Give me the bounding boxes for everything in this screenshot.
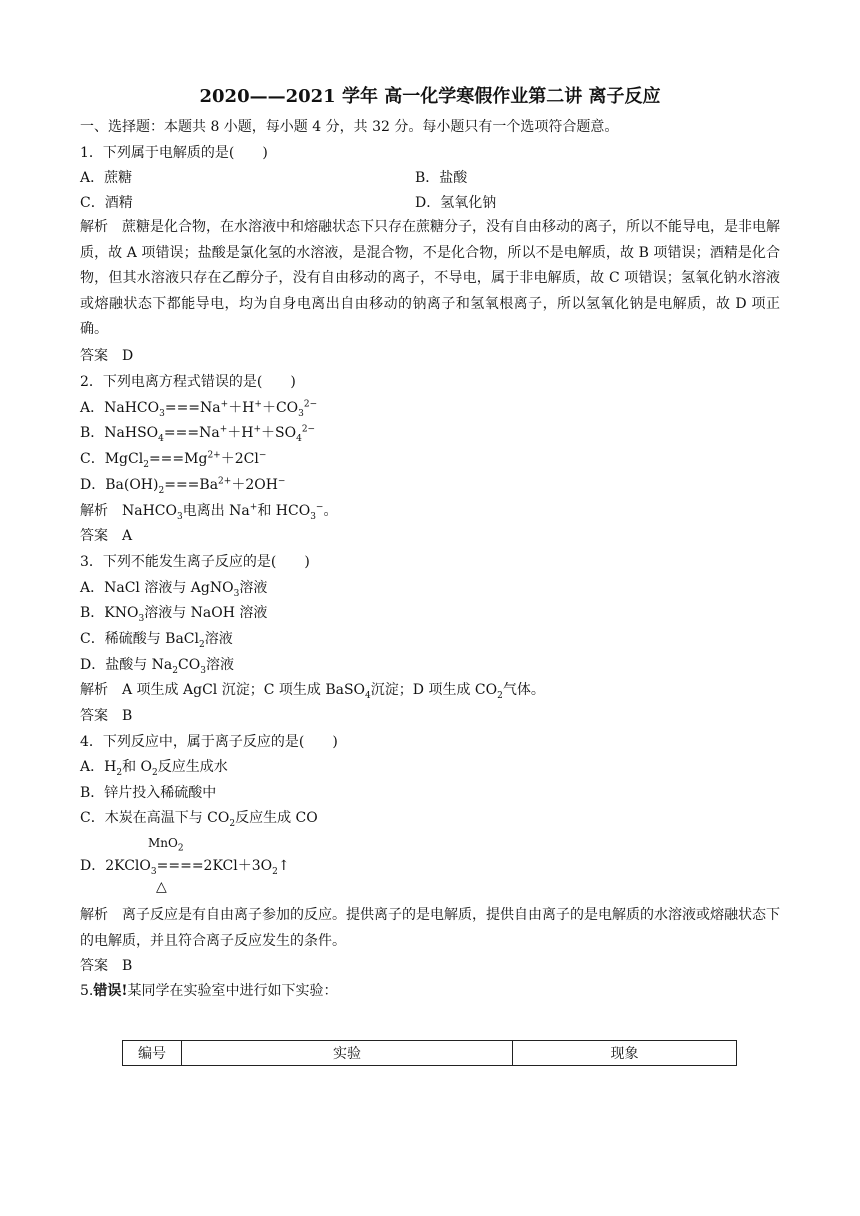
q3-c-text: C．稀硫酸与 BaCl: [80, 631, 199, 647]
q1-option-c: C．酒精: [80, 195, 133, 211]
q2-option-c: [80, 450, 266, 468]
q2-c-sup: 2+: [207, 450, 221, 461]
page-title: 2020——2021 学年 高一化学寒假作业第二讲 离子反应: [199, 86, 661, 107]
q2-answer: 答案 A: [80, 528, 133, 544]
q3-an-end: 气体。: [502, 682, 545, 698]
q1-option-b: B．盐酸: [415, 170, 468, 186]
q2-b-sup3: 2−: [301, 424, 316, 435]
q1-answer: 答案 D: [80, 348, 134, 364]
q4-d-sub: 3: [150, 866, 157, 877]
q4-option-a: [80, 758, 228, 776]
q2-a-sub: 3: [159, 408, 165, 419]
q4-d-cat-sub: 2: [177, 843, 184, 854]
q4-option-d: [80, 857, 290, 875]
q2-an-sup2: −: [315, 502, 324, 513]
q3-d-end: 溶液: [205, 657, 234, 673]
q2-an-sub2: 3: [310, 511, 316, 522]
q2-b-h: ＋H: [227, 425, 254, 441]
q3-a-text: A．NaCl 溶液与 AgNO: [80, 580, 234, 596]
q4-a-text: A．H: [80, 759, 117, 775]
q1-option-a: A．蔗糖: [80, 170, 133, 186]
q3-d-sub: 2: [172, 665, 179, 676]
q2-an-sup: +: [249, 502, 258, 513]
q1-analysis: 解析 蔗糖是化合物，在水溶液中和熔融状态下只存在蔗糖分子，没有自由移动的离子，所以不能导电，是非电解质，故 A 项错误；盐酸是氯化氢的水溶液，是混合物，不是化合物，所以不是电解质，故 B 项错误；酒精是化合物，但其水溶液只存在乙醇分子，没有自由移动的离子，不导电，属于非电解质，故 C 项错误；氢氧化钠水溶液或熔融状态下都能导电，均为自身电离出自由移动的钠离子和氢氧根离子，所以氢氧化钠是电解质，故 D 项正确。: [80, 219, 780, 337]
q2-c-cl: ＋2Cl: [220, 451, 259, 467]
q2-b-sub: 4: [158, 433, 164, 444]
q2-an-mid2: 和 HCO: [257, 503, 311, 519]
q2-d-oh: ＋2OH: [231, 477, 278, 493]
experiment-table: [122, 1040, 737, 1066]
q2-d-eq: ===Ba: [164, 477, 219, 493]
q2-c-text: C．MgCl: [80, 451, 144, 467]
q4-a-mid: 和 O: [122, 759, 152, 775]
q2-b-text: B．NaHSO: [80, 425, 159, 441]
q4-option-c: [80, 809, 318, 827]
q2-a-text: A．NaHCO: [80, 400, 160, 416]
q3-d-text: D．盐酸与 Na: [80, 657, 173, 673]
q2-a-co: ＋CO: [261, 400, 299, 416]
q2-b-eq: ===Na: [163, 425, 220, 441]
up-arrow-icon: ↑: [277, 858, 290, 874]
q2-b-sup2: +: [253, 424, 262, 435]
q2-option-d: [80, 476, 285, 494]
q3-d-mid: CO: [178, 657, 201, 673]
q4-d-catalyst: [148, 834, 184, 852]
q1-option-d: D．氢氧化钠: [415, 195, 497, 211]
q2-b-sup: +: [219, 424, 228, 435]
q4-d-cat-text: MnO: [148, 836, 178, 850]
q3-b-end: 溶液与 NaOH 溶液: [144, 605, 268, 621]
q3-c-end: 溶液: [204, 631, 233, 647]
q2-an-end: 。: [323, 503, 338, 519]
table-header-number: 编号: [123, 1041, 182, 1066]
q2-d-sup: 2+: [218, 476, 232, 487]
q4-analysis: 解析 离子反应是有自由离子参加的反应。提供离子的是电解质，提供自由离子的是电解质的水溶液或熔融状态下的电解质，并且符合离子反应发生的条件。: [80, 907, 780, 949]
q4-d-heat: △: [156, 879, 167, 895]
q3-an-mid: 沉淀；D 项生成 CO: [370, 682, 498, 698]
table-header-phenomenon: 现象: [513, 1041, 737, 1066]
q3-answer: 答案 B: [80, 708, 133, 724]
q2-d-sub: 2: [158, 485, 165, 496]
q4-option-b: B．锌片投入稀硫酸中: [80, 785, 217, 801]
q2-c-eq: ===Mg: [148, 451, 208, 467]
q3-b-sub: 3: [138, 613, 145, 624]
q2-d-sup2: −: [277, 476, 286, 487]
q3-a-end: 溶液: [239, 580, 268, 596]
q3-option-a: [80, 579, 267, 597]
q2-an-text: 解析 NaHCO: [80, 503, 177, 519]
q4-c-sub: 2: [229, 818, 236, 829]
q3-stem: 3．下列不能发生离子反应的是( ): [80, 554, 310, 570]
q3-a-sub: 3: [233, 588, 240, 599]
q4-a-end: 反应生成水: [157, 759, 228, 775]
q3-d-sub2: 3: [200, 665, 206, 676]
q4-d-sub2: 2: [272, 866, 278, 877]
q4-a-sub: 2: [116, 767, 123, 778]
section-heading: 一、选择题：本题共 8 小题，每小题 4 分，共 32 分。每小题只有一个选项符合题意。: [80, 119, 619, 135]
q1-stem: 1．下列属于电解质的是( ): [80, 145, 268, 161]
q4-c-end: 反应生成 CO: [235, 810, 318, 826]
table-header-experiment: 实验: [182, 1041, 513, 1066]
q2-a-h: ＋H: [228, 400, 255, 416]
q2-b-so: ＋SO: [261, 425, 297, 441]
q4-d-text: D．2KClO: [80, 858, 151, 874]
q3-an-sub2: 2: [497, 690, 503, 701]
q4-c-text: C．木炭在高温下与 CO: [80, 810, 230, 826]
q2-b-sub2: 4: [296, 433, 302, 444]
q5-stem: [80, 982, 338, 1000]
q5-number: 5.: [80, 983, 94, 999]
q2-option-a: [80, 399, 317, 417]
q4-a-sub2: 2: [152, 767, 158, 778]
q4-d-mid: ====2KCl＋3O: [156, 858, 273, 874]
q3-analysis: [80, 681, 545, 699]
q2-analysis: [80, 502, 337, 520]
q2-a-sub2: 3: [298, 408, 304, 419]
q2-c-sup2: −: [258, 450, 267, 461]
q2-c-sub: 2: [143, 459, 149, 470]
q4-answer: 答案 B: [80, 958, 133, 974]
q2-an-sub: 3: [177, 511, 183, 522]
q2-stem: 2．下列电离方程式错误的是( ): [80, 374, 296, 390]
q3-an-sub: 4: [365, 690, 371, 701]
q2-d-text: D．Ba(OH): [80, 477, 159, 493]
q3-option-b: [80, 604, 267, 622]
q5-error-flag: 错误!: [93, 983, 128, 999]
q5-stem-text: 某同学在实验室中进行如下实验：: [127, 983, 338, 999]
q2-a-sup3: 2−: [303, 399, 318, 410]
q3-option-c: [80, 630, 233, 648]
q3-option-d: [80, 656, 234, 674]
table-header-row: [123, 1041, 737, 1066]
q3-c-sub: 2: [199, 639, 205, 650]
q2-a-sup: +: [220, 399, 229, 410]
q4-stem: 4．下列反应中，属于离子反应的是( ): [80, 734, 338, 750]
q3-an-text: 解析 A 项生成 AgCl 沉淀；C 项生成 BaSO: [80, 682, 366, 698]
q3-b-text: B．KNO: [80, 605, 139, 621]
q2-a-sup2: +: [254, 399, 262, 410]
q2-option-b: [80, 424, 315, 442]
q2-a-eq: ===Na: [164, 400, 221, 416]
q2-an-mid: 电离出 Na: [182, 503, 250, 519]
